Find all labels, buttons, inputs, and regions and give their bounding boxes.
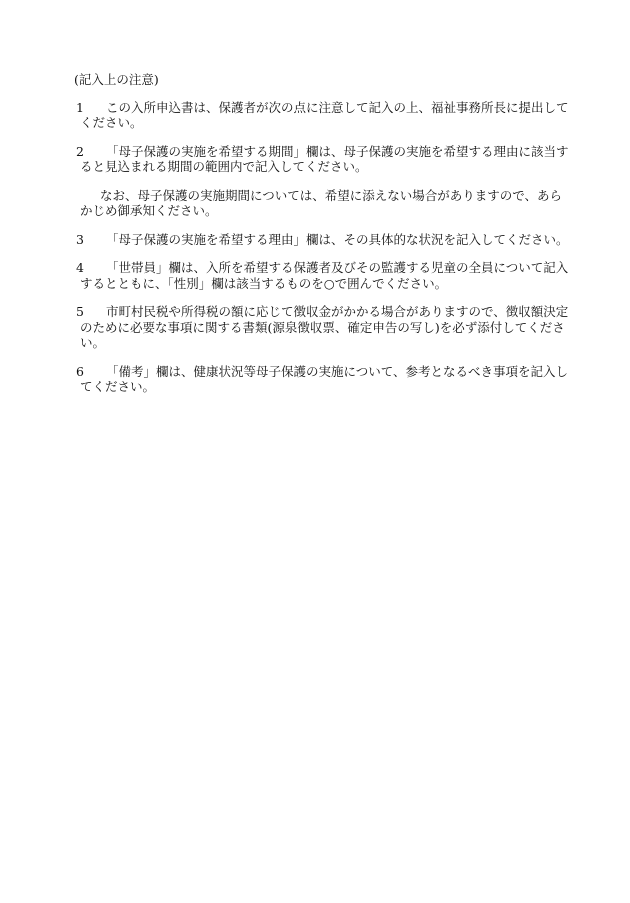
- item-number: 5: [76, 304, 84, 319]
- list-item: [74, 232, 574, 248]
- item-text: 「世帯員」欄は、入所を希望する保護者及びその監護する児童の全員について記入するとともに、「性別」欄は該当するものを○で囲んでください。: [80, 260, 569, 291]
- item-number: 6: [76, 363, 84, 379]
- item-number: 2: [76, 143, 84, 159]
- item-text: 「母子保護の実施を希望する期間」欄は、母子保護の実施を希望する理由に該当すると見込まれる期間の範囲内で記入してください。: [80, 143, 569, 174]
- list-item: [74, 364, 574, 395]
- item-number: 3: [76, 231, 84, 247]
- supplementary-note: なお、母子保護の実施期間については、希望に添えない場合がありますので、あらかじめ御承知ください。: [80, 187, 563, 218]
- list-item: [74, 260, 574, 291]
- item-number: 1: [76, 99, 84, 115]
- page-title: (記入上の注意): [74, 72, 159, 87]
- item-text: 「備考」欄は、健康状況等母子保護の実施について、参考となるべき事項を記入してください。: [80, 363, 569, 394]
- item-text: この入所申込書は、保護者が次の点に注意して記入の上、福祉事務所長に提出してください。: [80, 99, 569, 130]
- list-item: [74, 144, 574, 175]
- instructions-document: [74, 72, 574, 408]
- item-text: 市町村民税や所得税の額に応じて徴収金がかかる場合がありますので、徴収額決定のために必要な事項に関する書類(源泉徴収票、確定申告の写し)を必ず添付してください。: [80, 304, 569, 350]
- list-item: [74, 100, 574, 131]
- item-number: 4: [76, 260, 84, 275]
- list-item: [74, 304, 574, 351]
- item-text: 「母子保護の実施を希望する理由」欄は、その具体的な状況を記入してください。: [106, 231, 569, 247]
